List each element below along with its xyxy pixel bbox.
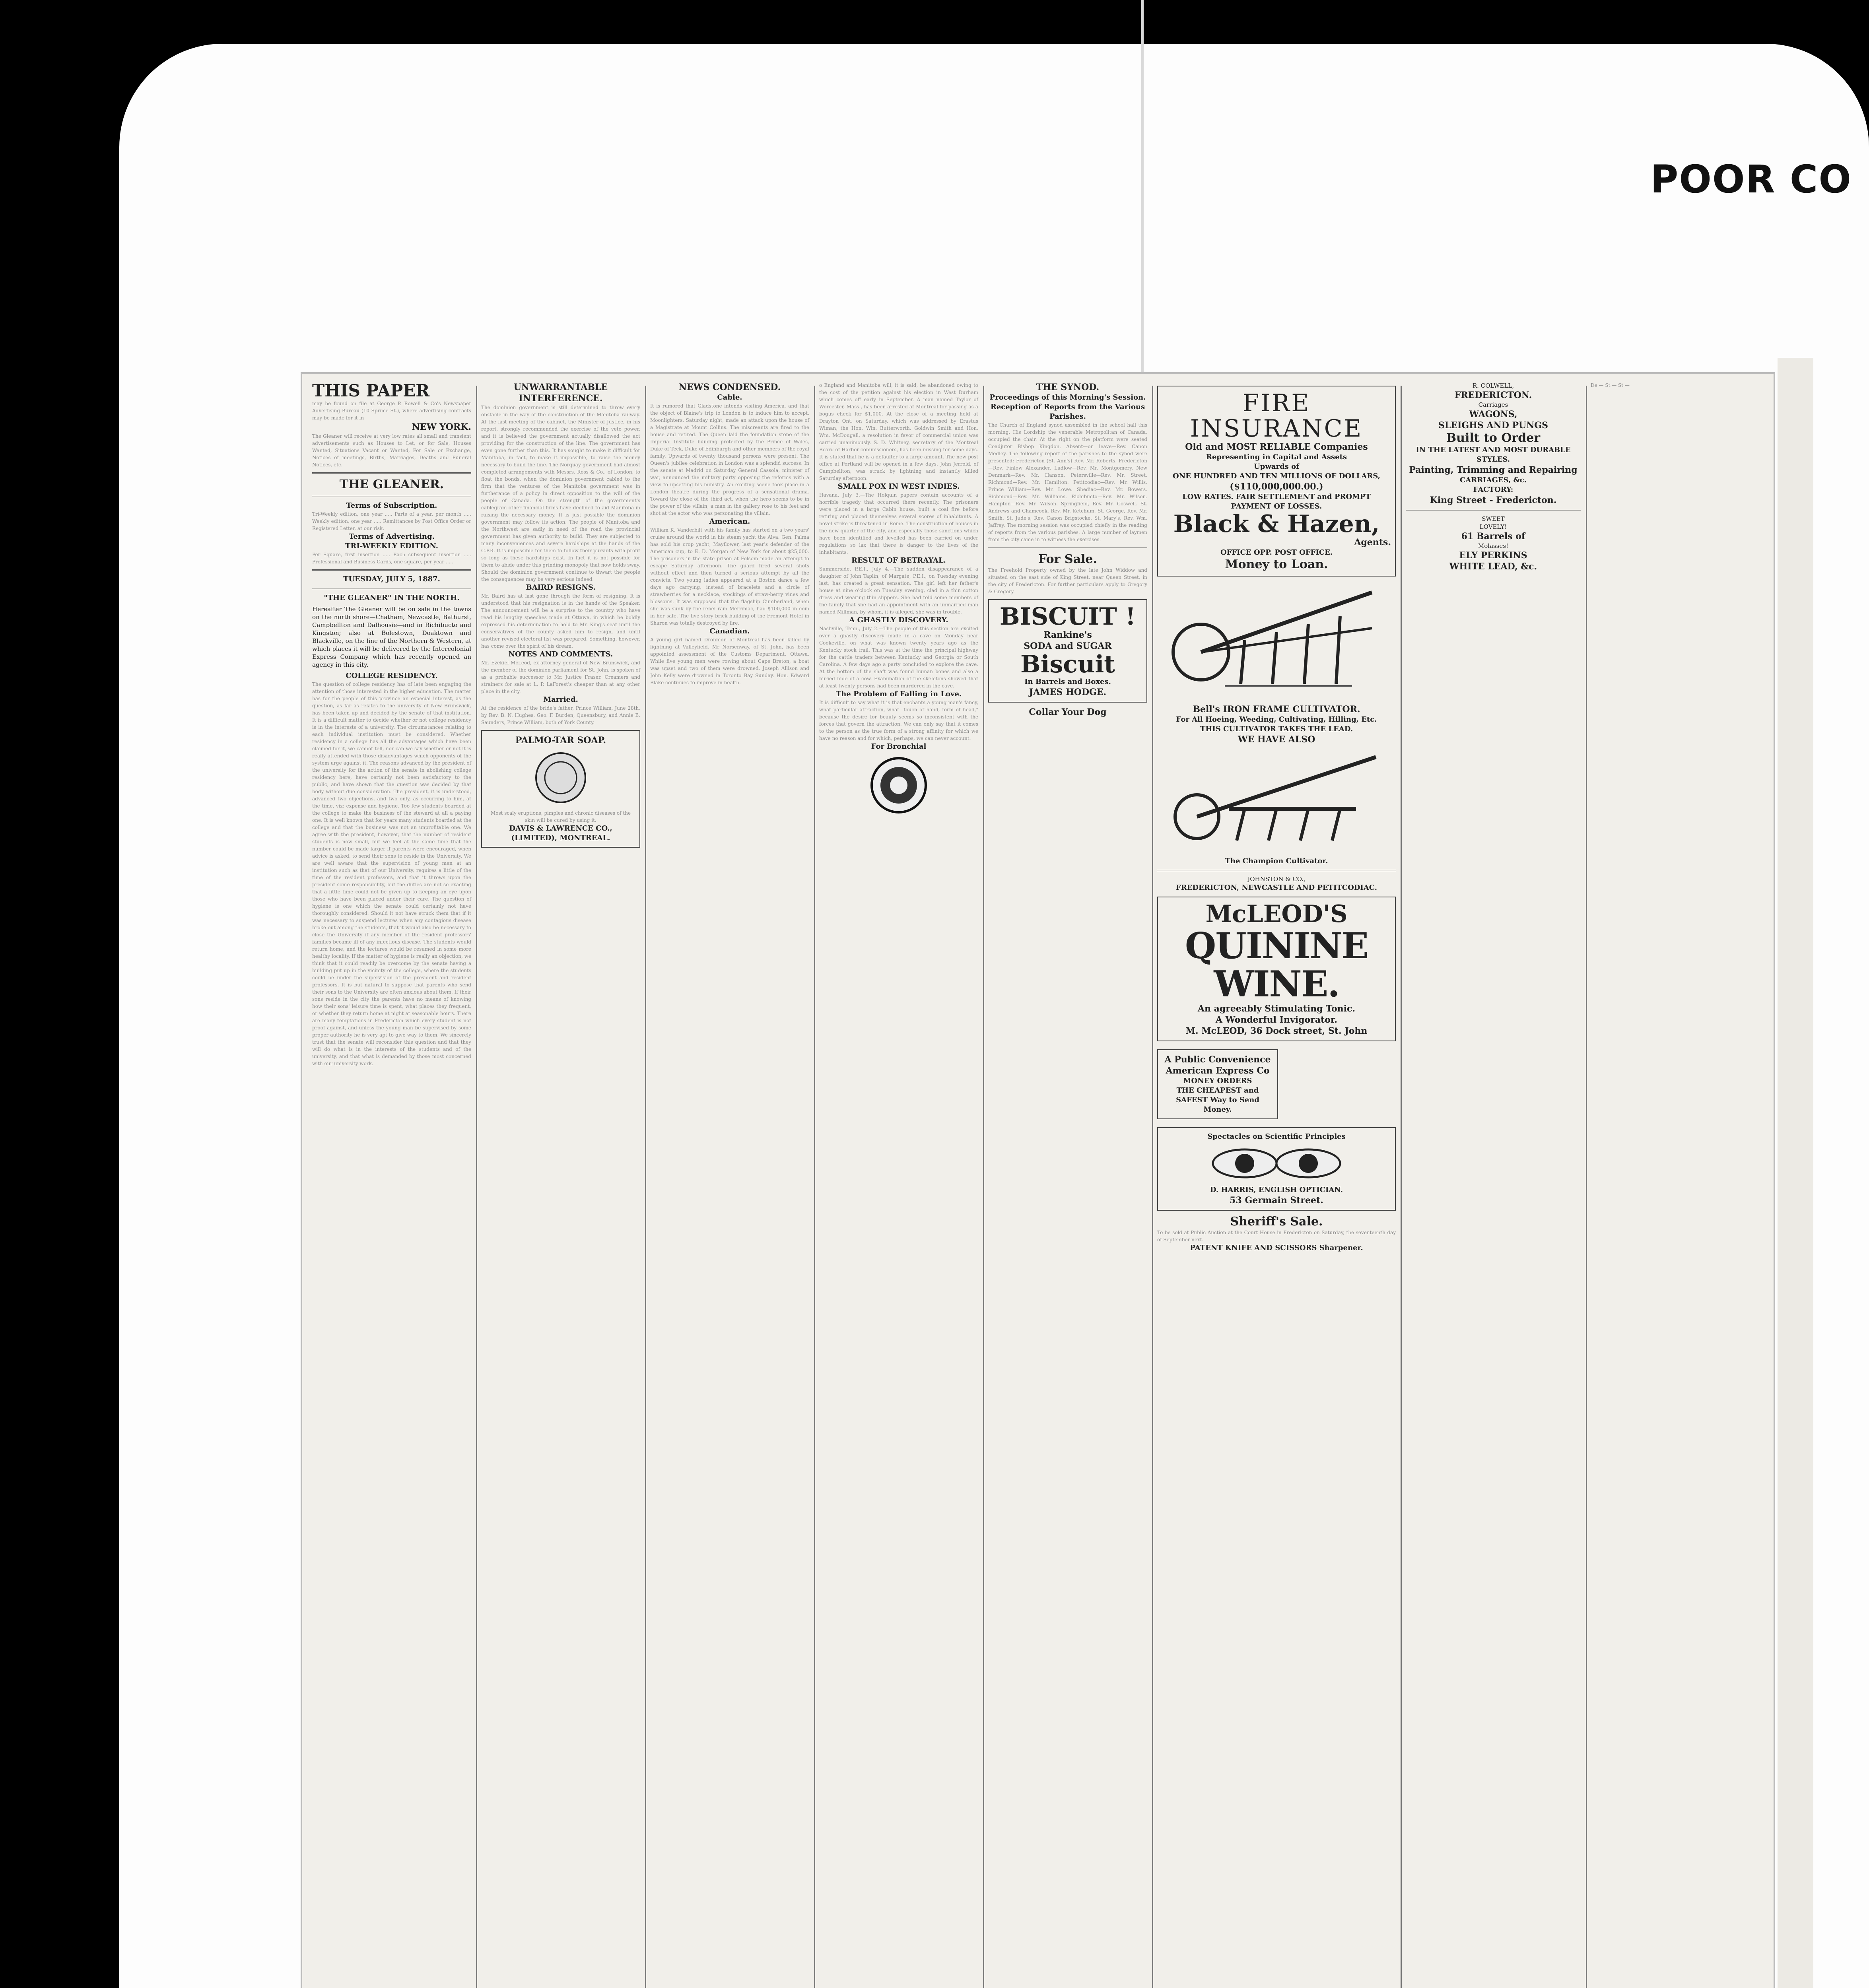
- lovely: LOVELY!: [1479, 523, 1507, 530]
- column-1: [312, 382, 471, 1988]
- biscuit-line: SODA and SUGAR: [1024, 641, 1112, 651]
- we-have-also: WE HAVE ALSO: [1238, 734, 1315, 745]
- factory: FACTORY:: [1473, 485, 1513, 494]
- money-orders: MONEY ORDERS: [1183, 1077, 1252, 1085]
- fire-amount: ($110,000,000.00.): [1230, 481, 1323, 492]
- germain-street: 53 Germain Street.: [1230, 1195, 1323, 1206]
- ely-perkins: ELY PERKINS: [1459, 550, 1527, 561]
- office-line: OFFICE OPP. POST OFFICE.: [1220, 548, 1333, 557]
- filler-text: Nashville, Tenn., July 2.—The people of this section are excited over a ghastly discovery made in a cave on Monday near Cookeville, on what was known twenty years ago as the Kentucky stock trail. This was at the time the principal highway for the cattle traders between Kentucky and Georgia or South Carolina. A few days ago a party concluded to explore the cave. At the bottom of the shaft was found human bones and also a buried hide of a cow. Examination of the skeletons showed that at least twenty persons had been murdered in the cave.: [819, 626, 978, 689]
- optician: D. HARRIS, ENGLISH OPTICIAN.: [1210, 1186, 1343, 1194]
- for-sale-heading: For Sale.: [1038, 552, 1097, 566]
- column-rule: [476, 386, 477, 1988]
- column-8-cutoff: [1591, 382, 1766, 1988]
- filler-text: To be sold at Public Auction at the Court House in Fredericton on Saturday, the seventeenth day of September next.: [1157, 1230, 1396, 1242]
- james-hodge: JAMES HODGE.: [1029, 687, 1107, 697]
- column-rule: [983, 386, 984, 1988]
- bronchial-heading: For Bronchial: [871, 742, 927, 751]
- optician-ad: [1157, 1127, 1396, 1211]
- biscuit-title: BISCUIT !: [999, 603, 1136, 631]
- colwell-city: FREDERICTON.: [1454, 390, 1532, 400]
- sleighs: SLEIGHS AND PUNGS: [1438, 420, 1548, 431]
- fire-line-3: Upwards of: [1254, 462, 1299, 471]
- column-5: [988, 382, 1147, 1988]
- king-street: King Street - Fredericton.: [1430, 495, 1557, 505]
- filler-text: At the residence of the bride's father, Prince William, June 28th, by Rev. B. N. Hughes, Geo. F. Burden, Queensbury, and Annie B. Saunders, Prince William, both of York County.: [481, 705, 640, 725]
- sheriffs-sale: Sheriff's Sale.: [1230, 1215, 1323, 1229]
- filler-text: De — St — St —: [1591, 382, 1630, 388]
- public-convenience: A Public Convenience: [1164, 1054, 1271, 1065]
- divider: [988, 547, 1147, 548]
- bell-sub2: THIS CULTIVATOR TAKES THE LEAD.: [1200, 725, 1353, 733]
- divider: [312, 569, 471, 571]
- agents: Agents.: [1354, 537, 1391, 547]
- filler-text: William K. Vanderbilt with his family has started on a two years' cruise around the world in his steam yacht the Alva. Gen. Palma has sold his crop yacht, Mayflower, last year's defender of the American cup, to E. D. Morgan of New York for about $25,000. The prisoners in the state prison at Folsom made an attempt to escape Saturday afternoon. The guard fired several shots without effect and then turned a serious attempt by all the convicts. Two young ladies appeared at a Boston dance a few days ago carrying, instead of bracelets and a circle of strawberries for a necklace, stockings of straw-berry vines and blossoms. It was supposed that the flagship Cumberland, when she was sunk by the rebel ram Merrimac, had $100,000 in coin in her safe. The five story brick building of the Fremont Hotel in Sharon was totally destroyed by fire.: [650, 527, 809, 626]
- filler-text: Most scaly eruptions, pimples and chronic diseases of the skin will be cured by using it.: [490, 810, 631, 823]
- advertising-heading: Terms of Advertising.: [349, 532, 435, 541]
- fire-line-4: ONE HUNDRED AND TEN MILLIONS OF DOLLARS,: [1173, 472, 1380, 480]
- cultivator-engraving: [1165, 580, 1388, 700]
- filler-text: Tri-Weekly edition, one year ..... Parts of a year, per month ..... Weekly edition, one year ..... Remittances by Post Office Order or Registered Letter, at our risk.: [312, 511, 471, 531]
- mcleods: McLEOD'S: [1205, 900, 1348, 928]
- ad-filler: may be found on file at George P. Rowell & Co's Newspaper Advertising Bureau (10 Spruce St.), where advertising contracts may be made for it in: [312, 401, 471, 421]
- money-to-loan: Money to Loan.: [1225, 557, 1328, 571]
- column-4: [819, 382, 978, 1988]
- palmo-title: PALMO-TAR SOAP.: [515, 735, 606, 746]
- filler-text: The dominion government is still determined to throw every obstacle in the way of the construction of the Manitoba railway. At the last meeting of the cabinet, the Minister of Justice, in his report, strongly recommended the exercise of the veto power, and it is believed the government actually disallowed the act providing for the construction of the line. The government has even gone further than this. It has sought to make it difficult for Manitoba, in fact, to make it impossible, to raise the money necessary to build the line. The Norquay government had almost completed arrangements with Messrs. Ross & Co., of London, to float the bonds, when the dominion government cabled to the firm that the ventures of the Manitoba government was in furtherance of a policy in direct opposition to the will of the people of Canada. On the strength of the government's cablegram other financial firms have declined to aid Manitoba in raising the necessary money. It is just possible the dominion government may follow its action. The people of Manitoba and the Northwest are sadly in need of the road the provincial government has given authority to build. They are subjected to many inconveniences and severe hardships at the hands of the C.P.R. It is impossible for them to follow their pursuits with profit so long as these hardships exist. In fact it is not possible for them to abide under this grinding monopoly that now holds sway. Should the dominion government continue to thwart the people the consequences may be very serious indeed.: [481, 405, 640, 582]
- falling-heading: The Problem of Falling in Love.: [835, 690, 962, 698]
- filler-text: Havana, July 3.—The Holquin papers contain accounts of a horrible tragedy that occurred there recently. The prisoners were placed in a large Cabin house, built a coal fire before retiring and placed themselves several scores of inhabitants. A novel strike is threatened in Rome. The construction of houses in the new quarter of the city, and especially those sanctions which have been identified and levelled has been carried on under regulations so lax that there is danger to the lives of the inhabitants.: [819, 492, 978, 555]
- result-betrayal-heading: RESULT OF BETRAYAL.: [851, 556, 946, 565]
- patent-sharpener: PATENT KNIFE AND SCISSORS Sharpener.: [1190, 1244, 1363, 1252]
- adjacent-page-strip: [1778, 358, 1813, 1988]
- collar-heading: Collar Your Dog: [1029, 707, 1107, 717]
- fire-insurance-ad: [1157, 386, 1396, 577]
- quinine-ad: [1157, 897, 1396, 1041]
- synod-reception: Reception of Reports from the Various Parishes.: [990, 403, 1145, 421]
- synod-heading: THE SYNOD.: [1036, 382, 1100, 392]
- divider: [312, 472, 471, 474]
- masthead: THE GLEANER.: [339, 478, 444, 491]
- canadian-subheading: Canadian.: [709, 627, 750, 635]
- lead-text: Hereafter The Gleaner will be on sale in the towns on the north shore—Chatham, Newcastle, Bathurst, Campbellton and Dalhousie—and in Richibucto and Kingston; also at Bolestown, Doaktown and Blackville, on the line of the Northern & Western, at which places it will be delivered by the Intercolonial Express Company which has recently opened an agency in this city.: [312, 606, 471, 668]
- filler-text: o England and Manitoba will, it is said, be abandoned owing to the cost of the petition against his election in West Durham which comes off early in September. A man named Taylor of Worcester, Mass., has been arrested at Montreal for passing as a bogus check for $1,000. At the close of a meeting held at Drayton Ont. on Saturday, which was addressed by Erastus Wiman, the Hon. Win. Butterworth, Goldwin Smith and Hon. Wm. McDougall, a resolution in favor of commercial union was carried unanimously. S. D. Whitney, secretary of the Montreal Board of Harbor commissioners, has been missing for some days. It is stated that he is a defaulter to a large amount. The new post office at Portland will be opened in a few days. John Jerrold, of Campbellton, was struck by lightning and instantly killed Saturday afternoon.: [819, 382, 978, 481]
- column-7: [1406, 382, 1581, 1988]
- filler-text: Mr. Ezekiel McLeod, ex-attorney general of New Brunswick, and the member of the dominion parliament for St. John, is spoken of as a probable successor to Mr. Justice Fraser. Creamers and strainers for sale at L. P. LaForest's cheaper than at any other place in the city.: [481, 660, 640, 694]
- filler-text: It is rumored that Gladstone intends visiting America, and that the object of Blaine's trip to London is to induce him to accept. Moonlighters, Saturday night, made an attack upon the house of a Magistrate at Mount Collins. The miscreants are fired to the house and retired. The Queen laid the foundation stone of the Imperial Institute building protected by the Prince of Wales, Duke of Teck, Duke of Edinburgh and other members of the royal family. Upwards of twenty thousand persons were present. The Queen's jubilee celebration in London was a splendid success. In the senate at Madrid on Saturday General Cassola, minister of war, announced the military party opposing the reforms with a view to upsetting his ministry. An exciting scene took place in a London theatre during the progress of a sensational drama. Toward the close of the third act, when the hero seems to be in the power of the villain, a man in the gallery rose to his feet and shot at the actor who was personating the villain.: [650, 403, 809, 516]
- divider: [1406, 510, 1581, 511]
- built-to-order: Built to Order: [1446, 431, 1541, 445]
- tri-weekly-heading: TRI-WEEKLY EDITION.: [345, 542, 438, 550]
- cable-subheading: Cable.: [717, 393, 742, 402]
- coin-emblem: [533, 750, 589, 806]
- college-heading: COLLEGE RESIDENCY.: [346, 672, 438, 680]
- this-paper-ad-city: NEW YORK.: [412, 422, 471, 432]
- subscription-heading: Terms of Subscription.: [346, 501, 437, 510]
- biscuit-ad: [988, 599, 1147, 703]
- filler-text: Mr. Baird has at last gone through the form of resigning. It is understood that his resignation is in the hands of the Speaker. The announcement will be a surprise to the country who have read his lengthy speeches made at Ottawa, in which he boldly expressed his determination to hold to Mr. King's seat until the conservatives of the county asked him to resign, and until another revised electoral list was prepared. Something, however, has come over the spirit of his dream.: [481, 593, 640, 649]
- notes-heading: NOTES AND COMMENTS.: [508, 650, 613, 658]
- mcleod-address: M. McLEOD, 36 Dock street, St. John: [1185, 1026, 1368, 1036]
- johnston-co: JOHNSTON & CO.,: [1247, 876, 1306, 883]
- filler-text: A young girl named Dronnion of Montreal has been killed by lightning at Valleyfield. Mr Norsenway, of St. John, has been appointed assessment of the Customs Department, Ottawa. While five young men were rowing about Cape Breton, a boat was upset and two of them were drowned. Joseph Allison and John Kelly were drowned in Toronto Bay Sunday. Hon. Edward Blake continues to improve in health.: [650, 637, 809, 685]
- biscuit-word: Biscuit: [1020, 650, 1115, 678]
- filler-text: The Church of England synod assembled in the school hall this morning. His Lordship the venerable Metropolitan of Canada, occupied the chair. At the right on the platform were seated Coadjutor Bishop Kingdon. Absent—on leave—Rev. Canon Medley. The following report of the parishes to the synod were presented: Fredericton (St. Ann's) Rev. Mr. Roberts. Fredericton—Rev. Finlow Alexander. Ludlow—Rev. Mr. Montgomery. New Denmark—Rev. Mr. Hanson. Petersville—Rev. Mr. Street. Richmond—Rev. Mr. Hamilton. Petitcodiac—Rev. Mr. Willis. Prince William—Rev. Mr. Lowe. Shediac—Rev. Mr. Bowers. Richmond—Rev. Mr. Williams. Richibucto—Rev. Mr. Wilson. Hampton—Rev. Mr. Wilson. Springfield, Rev. Mr. Coswell. St. Andrews and Chamcook, Rev. Mr. Ketchum. St. George, Rev. Mr. Smith. St. Jude's, Rev. Canon Brigstocke. St. Mary's, Rev. Wm. Jaffrey. The morning session was occupied chiefly in the reading of reports from the various parishes. A large number of laymen from the city came in to witness the exercises.: [988, 422, 1147, 542]
- married-heading: Married.: [543, 695, 578, 704]
- painting: Painting, Trimming and Repairing: [1409, 465, 1578, 475]
- american-express: American Express Co: [1166, 1066, 1270, 1076]
- smallpox-heading: SMALL POX IN WEST INDIES.: [837, 482, 960, 491]
- wagons: WAGONS,: [1469, 409, 1517, 419]
- american-subheading: American.: [709, 517, 750, 526]
- filler-text: Per Square, first insertion ..... Each subsequent insertion ..... Professional and Business Cards, one square, per year .....: [312, 552, 471, 565]
- interference-heading: UNWARRANTABLE INTERFERENCE.: [513, 382, 608, 404]
- colwell-name: R. COLWELL,: [1472, 382, 1514, 389]
- column-2: [481, 382, 640, 1988]
- filler-text: The Freehold Property owned by the late John Widdow and situated on the east side of King Street, near Queen Street, in the city of Fredericton. For further particulars apply to Gregory & Gregory.: [988, 567, 1147, 594]
- palmo-tar-ad: [481, 730, 640, 848]
- lead-heading: "THE GLEANER" IN THE NORTH.: [324, 594, 460, 602]
- molasses: Molasses!: [1478, 542, 1509, 549]
- this-paper-ad-title: THIS PAPER: [312, 381, 430, 400]
- column-3: [650, 382, 809, 1988]
- date-line: TUESDAY, JULY 5, 1887.: [343, 575, 440, 583]
- filler-text: Summerside, P.E.I., July 4.—The sudden disappearance of a daughter of John Taplin, of Margate, P.E.I., on Tuesday evening last, has created a great sensation. The girl left her father's house at nine o'clock on Tuesday evening, clad in a thin cotton dress and wearing thin slippers. She had told some members of the family that she had an appointment with an unmarried man named Millman, by whom, it is alleged, she was in trouble.: [819, 566, 978, 615]
- synod-subheading: Proceedings of this Morning's Session.: [989, 393, 1146, 402]
- cheapest: THE CHEAPEST and SAFEST Way to Send Money.: [1176, 1086, 1259, 1114]
- poor-copy-banner: POOR CO: [1650, 157, 1852, 202]
- newspaper-page: [302, 374, 1774, 1988]
- champion-caption: The Champion Cultivator.: [1225, 857, 1328, 865]
- quinine-wine: QUININE WINE.: [1185, 925, 1368, 1005]
- quinine-sub: An agreeably Stimulating Tonic.: [1197, 1004, 1356, 1014]
- eyes-engraving: [1205, 1145, 1348, 1181]
- bell-sub: For All Hoeing, Weeding, Cultivating, Hilling, Etc.: [1176, 715, 1377, 724]
- bell-title: Bell's IRON FRAME CULTIVATOR.: [1193, 704, 1360, 714]
- baird-heading: BAIRD RESIGNS.: [526, 583, 596, 592]
- barrels-of: 61 Barrels of: [1461, 531, 1525, 542]
- column-rule: [1586, 386, 1587, 1988]
- express-ad: [1157, 1049, 1278, 1119]
- filler-text: The question of college residency has of late been engaging the attention of those interested in the higher education. The matter has for the people of this province an especial interest, as the question, as far as relates to the university of New Brunswick, has been taken up and decided by the senate of that institution. It is a difficult matter to decide whether or not college residency is in the interests of a university. The circumstances relating to each individual institution must be considered. Whether residency in a college has all the advantages which have been claimed for it, we cannot tell, nor can we say whether or not it is really attended with those disadvantages which opponents of the system urge against it. The reasons advanced by the president of the university for the action of the senate in abolishing college residency here, have certainly not been satisfactory to the public, and have shown that the question was decided by that body without due consideration. The president, it is understood, advanced two objections, and two only, as occurring to him, at the time, viz: expense and hygiene. Too few students boarded at the college to make the business of the steward at all a paying one. It is well known that for years many students boarded at the college and that the business was not an unprofitable one. We agree with the president, however, that the number of resident students is now small, but we feel at the same time that the number could be made larger if parents were encouraged, when advice is asked, to send their sons to reside in the University. We are well aware that the supervision of young men at an institution such as that of our University, requires a little of the time of the resident professors, and that it throws upon the president some responsibility, but the duties are not so exacting that a little time could not be given up to keeping an eye upon those who have been placed under their care. The question of hygiene is one which the senate could certainly not have thoroughly considered. Should it not have struck them that if it was necessary to suspend lectures when any contagious disease broke out among the students, that it would also be necessary to close the University if any member of the resident professors' families became ill of any infectious disease. The students would return home, and the lectures would be resumed in some more healthy locality. If the matter of hygiene is really an objection, we think that it could readily be overcome by the senate having a building put up in the vicinity of the college, where the students could be under the supervision of the president and resident professors. It is but natural to suppose that parents who send their sons to the University are often anxious about them. If their sons reside in the city the parents have no means of knowing how their sons' leisure time is spent, what places they frequent, or whether they return home at night at seasonable hours. There are many temptations in Fredericton which every student is not proof against, and unless the young man be supervised by some proper authority he is very apt to give way to them. We sincerely trust that the senate will reconsider this question and that they will do what is in the interests of the students and of the university, and that what is demanded by those most concerned with our university work.: [312, 681, 471, 1066]
- palmo-footer: DAVIS & LAWRENCE CO., (LIMITED), MONTREAL.: [509, 824, 612, 842]
- ghastly-heading: A GHASTLY DISCOVERY.: [849, 616, 948, 624]
- page-fold: [1141, 0, 1144, 374]
- carriages-etc: CARRIAGES, &c.: [1459, 476, 1527, 484]
- champion-cultivator-engraving: [1165, 749, 1388, 852]
- biscuit-brand: Rankine's: [1043, 630, 1092, 640]
- fire-rates: LOW RATES. FAIR SETTLEMENT and PROMPT PAYMENT OF LOSSES.: [1182, 493, 1371, 511]
- carriages: Carriages: [1478, 401, 1508, 408]
- column-rule: [1401, 386, 1402, 1988]
- news-condensed-heading: NEWS CONDENSED.: [678, 382, 781, 392]
- fire-insurance-title: FIRE INSURANCE: [1190, 389, 1363, 443]
- sweet: SWEET: [1482, 515, 1505, 522]
- black-hazen: Black & Hazen,: [1173, 510, 1380, 538]
- divider: [312, 588, 471, 589]
- fire-line-2: Representing in Capital and Assets: [1206, 453, 1347, 461]
- filler-text: It is difficult to say what it is that enchants a young man's fancy, what particular attraction, what "touch of hand, form of head," because the desire for beauty seems so inconsistent with the forces that govern the attraction. We can only say that it comes to the person as the true form of a strong affinity for which we have no reason and for which, perhaps, we can never account.: [819, 700, 978, 741]
- divider: [312, 496, 471, 497]
- column-rule: [814, 386, 815, 1988]
- spectacles: Spectacles on Scientific Principles: [1207, 1132, 1346, 1141]
- fire-line-1: Old and MOST RELIABLE Companies: [1185, 442, 1368, 452]
- column-rule: [645, 386, 646, 1988]
- invigorator: A Wonderful Invigorator.: [1215, 1015, 1338, 1025]
- column-6: [1157, 382, 1396, 1988]
- column-rule: [1152, 386, 1153, 1988]
- divider: [1157, 870, 1396, 871]
- latest-styles: IN THE LATEST AND MOST DURABLE STYLES.: [1416, 446, 1571, 464]
- white-lead: WHITE LEAD, &c.: [1449, 561, 1537, 572]
- johnston-city: FREDERICTON, NEWCASTLE AND PETITCODIAC.: [1175, 883, 1377, 892]
- biscuit-sub: In Barrels and Boxes.: [1024, 678, 1111, 686]
- seal-emblem: [869, 755, 929, 815]
- filler-text: The Gleaner will receive at very low rates all small and transient advertisements such as Houses to Let, or for Sale, Houses Wanted, Situations Vacant or Wanted, For Sale or Exchange, Notices of meetings, Births, Marriages, Deaths and Funeral Notices, etc.: [312, 433, 471, 468]
